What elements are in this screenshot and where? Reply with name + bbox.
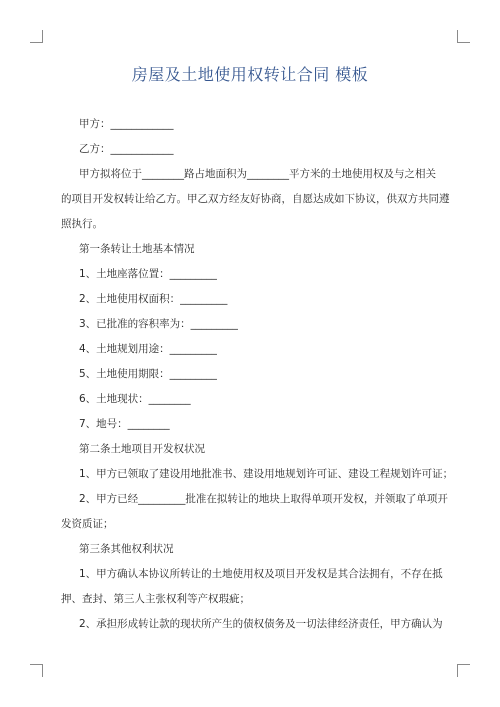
article-3-item-1-line-2: 押、查封、第三人主张权利等产权瑕疵； — [61, 593, 250, 605]
party-a-line: 甲方：____________ — [79, 118, 174, 130]
preamble-line-2: 的项目开发权转让给乙方。甲乙双方经友好协商，自愿达成如下协议，供双方共同遵 — [61, 193, 450, 205]
crop-mark-top-right — [457, 30, 470, 43]
crop-mark-top-left — [30, 30, 43, 43]
crop-mark-bottom-left — [30, 664, 43, 677]
crop-mark-bottom-right — [457, 664, 470, 677]
document-title: 房屋及土地使用权转让合同 模板 — [131, 65, 369, 84]
document-body — [61, 112, 454, 637]
article-1-item-4: 4、土地规划用途：_________ — [79, 343, 217, 355]
article-2-heading: 第二条土地项目开发权状况 — [79, 443, 205, 455]
article-1-heading: 第一条转让土地基本情况 — [79, 243, 195, 255]
article-3-heading: 第三条其他权利状况 — [79, 543, 174, 555]
article-1-item-7: 7、地号：________ — [79, 418, 170, 430]
article-2-item-2-line-2: 发资质证； — [61, 518, 114, 530]
article-2-item-1: 1、甲方已领取了建设用地批准书、建设用地规划许可证、建设工程规划许可证； — [79, 468, 454, 480]
preamble-line-3: 照执行。 — [61, 218, 103, 230]
preamble-line-1: 甲方拟将位于________路占地面积为________平方米的土地使用权及与之相关 — [79, 168, 436, 180]
article-1-item-5: 5、土地使用期限：_________ — [79, 368, 217, 380]
party-b-line: 乙方：____________ — [79, 143, 174, 155]
article-1-item-2: 2、土地使用权面积：_________ — [79, 293, 228, 305]
article-1-item-1: 1、土地座落位置：_________ — [79, 268, 217, 280]
article-1-item-6: 6、土地现状：________ — [79, 393, 191, 405]
article-1-item-3: 3、已批准的容积率为：_________ — [79, 318, 238, 330]
article-3-item-1-line-1: 1、甲方确认本协议所转让的土地使用权及项目开发权是其合法拥有，不存在抵 — [79, 568, 443, 580]
article-3-item-2-line-1: 2、承担形成转让款的现状所产生的债权债务及一切法律经济责任，甲方确认为 — [79, 618, 443, 630]
article-2-item-2-line-1: 2、甲方已经_________批准在拟转让的地块上取得单项开发权，并领取了单项开 — [79, 493, 448, 505]
